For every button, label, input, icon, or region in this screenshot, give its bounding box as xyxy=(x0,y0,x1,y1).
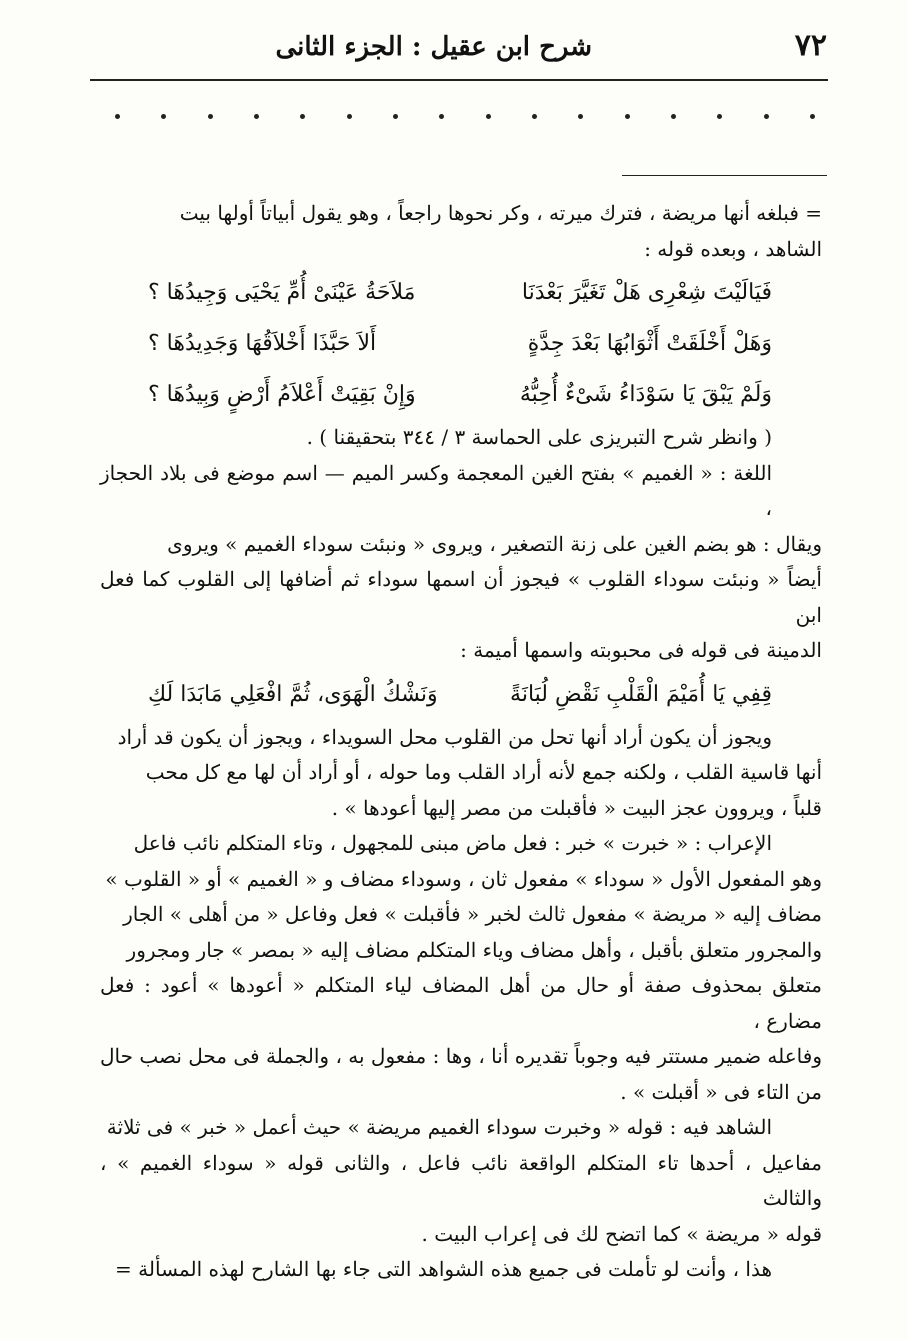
verse-first-hemistich: فَيَالَيْتَ شِعْرِى هَلْ تَغَيَّرَ بَعْدَنَا xyxy=(521,280,772,305)
irab-line: والمجرور متعلق بأقبل ، وأهل مضاف وياء المتكلم مضاف إليه « بمصر » جار ومجرور xyxy=(126,937,822,962)
page-header xyxy=(92,28,827,74)
dot xyxy=(532,114,537,119)
shahid-line: قوله « مريضة » كما اتضح لك فى إعراب البيت . xyxy=(421,1221,822,1246)
footnote-rule xyxy=(622,175,827,176)
verse-first-hemistich: قِفِي يَا أُمَيْمَ الْقَلْبِ نَقْضِ لُبَانَةً xyxy=(510,681,772,707)
dot xyxy=(393,114,398,119)
intro-line: = فبلغه أنها مريضة ، فترك ميرته ، وكر نحوها راجعاً ، وهو يقول أبياتاً أولها بيت xyxy=(179,201,822,225)
lugha-line: اللغة : « الغميم » بفتح الغين المعجمة وكسر الميم — اسم موضع فى بلاد الحجاز ، xyxy=(100,460,772,520)
verse-first-hemistich: وَهَلْ أَخْلَقَتْ أَثْوَابُهَا بَعْدَ جِدَّةٍ xyxy=(527,331,772,356)
dot xyxy=(625,114,630,119)
dot xyxy=(300,114,305,119)
irab-line: وهو المفعول الأول « سوداء » مفعول ثان ، وسوداء مضاف و « الغميم » أو « القلوب » xyxy=(105,866,822,891)
header-rule xyxy=(90,79,828,81)
verse-line xyxy=(100,369,822,420)
dot xyxy=(671,114,676,119)
lugha-line: أيضاً « ونبئت سوداء القلوب » فيجوز أن اسمها سوداء ثم أضافها إلى القلوب كما فعل ابن xyxy=(100,567,822,627)
shahid-line: الشاهد فيه : قوله « وخبرت سوداء الغميم مريضة » حيث أعمل « خبر » فى ثلاثة xyxy=(106,1115,772,1139)
closing-line: هذا ، وأنت لو تأملت فى جميع هذه الشواهد التى جاء بها الشارح لهذه المسألة = xyxy=(115,1257,772,1281)
dot xyxy=(578,114,583,119)
verse-line xyxy=(100,267,822,318)
dot xyxy=(764,114,769,119)
shahid-line: مفاعيل ، أحدها تاء المتكلم الواقعة نائب فاعل ، والثانى قوله « سوداء الغميم » ، والثالث xyxy=(100,1150,822,1210)
dot xyxy=(347,114,352,119)
lugha-line: ويقال : هو بضم الغين على زنة التصغير ، ويروى « ونبئت سوداء الغميم » ويروى xyxy=(167,531,822,556)
dot xyxy=(810,114,815,119)
dot xyxy=(161,114,166,119)
intro-line: الشاهد ، وبعده قوله : xyxy=(644,236,822,261)
dot xyxy=(439,114,444,119)
dot xyxy=(115,114,120,119)
verse-line xyxy=(100,669,822,720)
page-number: ٧٢ xyxy=(794,28,827,63)
dot xyxy=(254,114,259,119)
dot xyxy=(208,114,213,119)
verse-second-hemistich: وَإِنْ بَقِيَتْ أَعْلاَمُ أَرْضٍ وَبِيدُهَا ؟ xyxy=(148,382,416,407)
ellipsis-dots xyxy=(115,114,815,119)
verse-first-hemistich: وَلَمْ يَبْقَ يَا سَوْدَاءُ شَىْءٌ أُحِبُّهُ xyxy=(519,382,772,407)
lugha-line: الدمينة فى قوله فى محبوبته واسمها أميمة : xyxy=(460,638,822,662)
verse-line xyxy=(100,318,822,369)
irab-line: وفاعله ضمير مستتر فيه وجوباً تقديره أنا ، وها : مفعول به ، والجملة فى محل نصب حال xyxy=(100,1044,822,1068)
reference-line: ( وانظر شرح التبريزى على الحماسة ٣ / ٣٤٤ بتحقيقنا ) . xyxy=(306,425,772,449)
lugha-line: ويجوز أن يكون أراد أنها تحل من القلوب محل السويداء ، ويجوز أن يكون قد أراد xyxy=(117,724,772,749)
irab-line: متعلق بمحذوف صفة أو حال من أهل المضاف لياء المتكلم « أعودها » أعود : فعل مضارع ، xyxy=(100,973,822,1033)
running-title: شرح ابن عقيل : الجزء الثانى xyxy=(275,32,592,62)
irab-line: من التاء فى « أقبلت » . xyxy=(620,1079,822,1104)
verse-second-hemistich: وَنَشْكُ الْهَوَى، ثُمَّ افْعَلِي مَابَدَا لَكِ xyxy=(148,681,438,707)
verse-second-hemistich: أَلاَ حَبَّذَا أَخْلاَقُهَا وَجَدِيدُهَا ؟ xyxy=(148,331,377,356)
footnote-body xyxy=(100,196,822,1288)
dot xyxy=(717,114,722,119)
irab-line: الإعراب : « خبرت » خبر : فعل ماض مبنى للمجهول ، وتاء المتكلم نائب فاعل xyxy=(133,831,772,855)
lugha-line: أنها قاسية القلب ، ولكنه جمع لأنه أراد القلب وما حوله ، أو أراد أن لها مع كل محب xyxy=(145,760,822,784)
irab-line: مضاف إليه « مريضة » مفعول ثالث لخبر « فأقبلت » فعل وفاعل « من أهلى » الجار xyxy=(123,902,822,926)
lugha-line: قلباً ، ويروون عجز البيت « فأقبلت من مصر إليها أعودها » . xyxy=(331,795,822,820)
dot xyxy=(486,114,491,119)
verse-second-hemistich: مَلاَحَةُ عَيْنَىْ أُمِّ يَحْيَى وَجِيدُهَا ؟ xyxy=(148,280,416,305)
